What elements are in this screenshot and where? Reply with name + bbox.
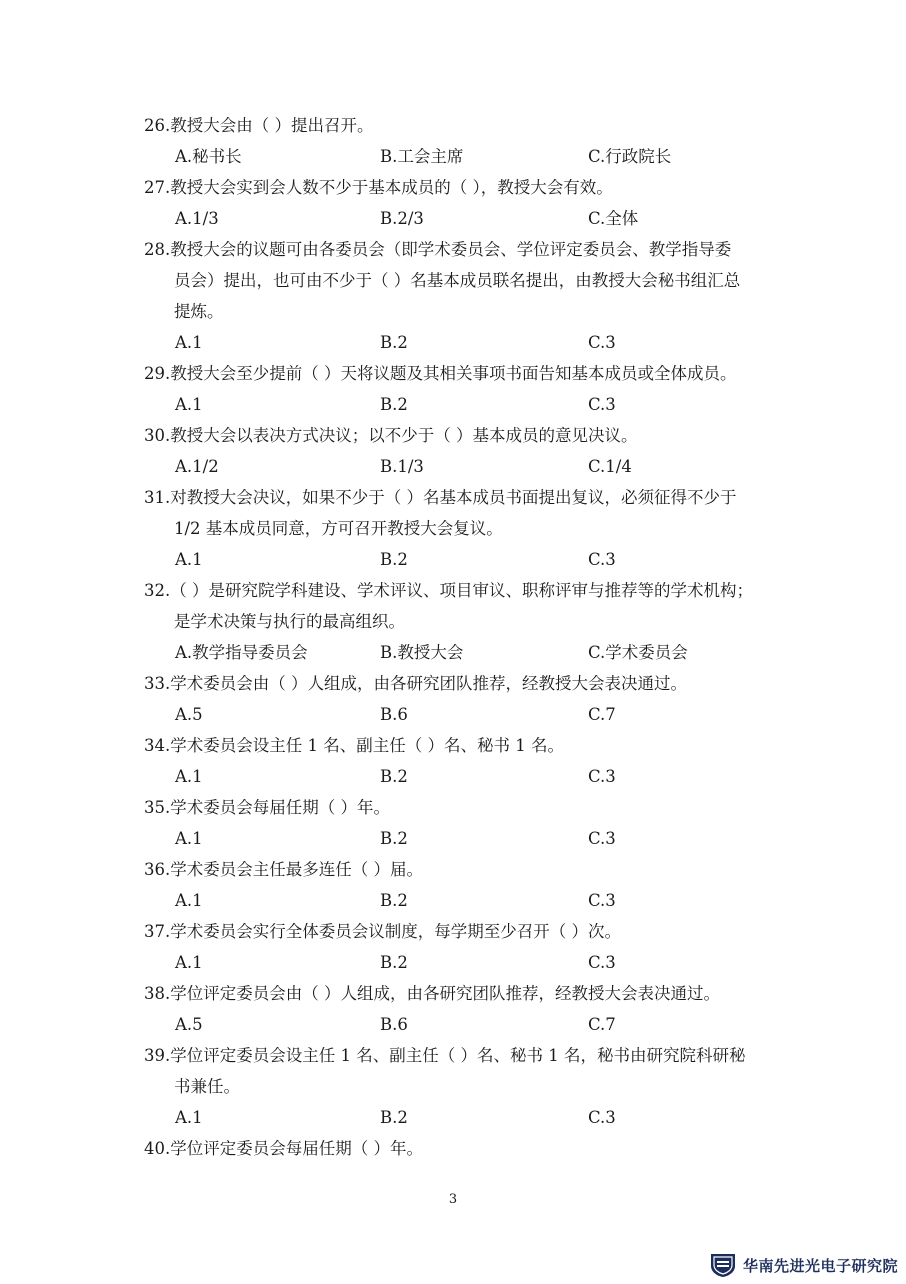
option-b: B.2 (380, 333, 408, 352)
option-c: C.7 (588, 1015, 616, 1034)
question-item (144, 978, 824, 1009)
option-b: B.工会主席 (380, 147, 464, 166)
option-c: C.学术委员会 (588, 643, 688, 662)
question-text: 33.学术委员会由（ ）人组成，由各研究团队推荐，经教授大会表决通过。 (144, 674, 687, 693)
option-row (144, 203, 824, 234)
institute-crest-icon (709, 1252, 737, 1278)
question-text: 31.对教授大会决议，如果不少于（ ）名基本成员书面提出复议，必须征得不少于 (144, 488, 737, 507)
question-list (144, 110, 824, 1164)
question-text: 27.教授大会实到会人数不少于基本成员的（ ），教授大会有效。 (144, 178, 613, 197)
option-c: C.1/4 (588, 457, 632, 476)
question-item (144, 668, 824, 699)
option-c: C.3 (588, 550, 616, 569)
option-b: B.教授大会 (380, 643, 464, 662)
question-text: 39.学位评定委员会设主任 1 名、副主任（ ）名、秘书 1 名，秘书由研究院科研秘 (144, 1046, 746, 1065)
option-row (144, 327, 824, 358)
option-row (144, 699, 824, 730)
question-item (144, 172, 824, 203)
option-c: C.3 (588, 767, 616, 786)
option-a: A.1 (175, 333, 203, 352)
question-text-continued: 是学术决策与执行的最高组织。 (174, 612, 405, 631)
question-item (144, 575, 824, 637)
option-a: A.1 (175, 767, 203, 786)
question-item (144, 1133, 824, 1164)
option-b: B.2 (380, 953, 408, 972)
option-a: A.5 (175, 1015, 203, 1034)
question-item (144, 792, 824, 823)
option-a: A.1 (175, 953, 203, 972)
option-b: B.2 (380, 829, 408, 848)
option-a: A.秘书长 (175, 147, 242, 166)
option-b: B.2 (380, 1108, 408, 1127)
page-number: 3 (448, 1192, 458, 1207)
option-row (144, 947, 824, 978)
option-a: A.5 (175, 705, 203, 724)
option-row (144, 141, 824, 172)
option-b: B.2 (380, 550, 408, 569)
question-item (144, 110, 824, 141)
option-row (144, 1102, 824, 1133)
question-text-continued: 提炼。 (174, 302, 224, 321)
question-text-continued: 1/2 基本成员同意，方可召开教授大会复议。 (174, 519, 503, 538)
question-text: 40.学位评定委员会每届任期（ ）年。 (144, 1139, 423, 1158)
option-b: B.2 (380, 767, 408, 786)
question-text: 38.学位评定委员会由（ ）人组成，由各研究团队推荐，经教授大会表决通过。 (144, 984, 720, 1003)
question-item (144, 854, 824, 885)
option-a: A.1/2 (175, 457, 219, 476)
option-row (144, 823, 824, 854)
question-text: 28.教授大会的议题可由各委员会（即学术委员会、学位评定委员会、教学指导委 (144, 240, 732, 259)
question-text: 32.（ ）是研究院学科建设、学术评议、项目审议、职称评审与推荐等的学术机构； (144, 581, 753, 600)
footer-logo (709, 1252, 898, 1278)
question-item (144, 234, 824, 327)
option-b: B.2/3 (380, 209, 424, 228)
question-text-continued: 书兼任。 (174, 1077, 240, 1096)
question-text: 36.学术委员会主任最多连任（ ）届。 (144, 860, 423, 879)
option-row (144, 544, 824, 575)
option-c: C.7 (588, 705, 616, 724)
option-a: A.教学指导委员会 (175, 643, 308, 662)
option-c: C.行政院长 (588, 147, 672, 166)
option-b: B.1/3 (380, 457, 424, 476)
option-b: B.2 (380, 395, 408, 414)
option-c: C.3 (588, 395, 616, 414)
option-b: B.6 (380, 1015, 408, 1034)
question-text: 37.学术委员会实行全体委员会议制度，每学期至少召开（ ）次。 (144, 922, 621, 941)
option-a: A.1 (175, 891, 203, 910)
option-a: A.1 (175, 395, 203, 414)
question-item (144, 916, 824, 947)
option-c: C.3 (588, 1108, 616, 1127)
option-row (144, 885, 824, 916)
option-row (144, 637, 824, 668)
option-a: A.1/3 (175, 209, 219, 228)
question-text: 34.学术委员会设主任 1 名、副主任（ ）名、秘书 1 名。 (144, 736, 564, 755)
question-text: 26.教授大会由（ ）提出召开。 (144, 116, 374, 135)
question-text: 29.教授大会至少提前（ ）天将议题及其相关事项书面告知基本成员或全体成员。 (144, 364, 737, 383)
option-c: C.3 (588, 891, 616, 910)
question-item (144, 420, 824, 451)
question-item (144, 730, 824, 761)
option-c: C.3 (588, 829, 616, 848)
question-text: 30.教授大会以表决方式决议；以不少于（ ）基本成员的意见决议。 (144, 426, 638, 445)
option-b: B.2 (380, 891, 408, 910)
question-text: 35.学术委员会每届任期（ ）年。 (144, 798, 390, 817)
option-a: A.1 (175, 550, 203, 569)
option-c: C.全体 (588, 209, 639, 228)
option-row (144, 389, 824, 420)
option-b: B.6 (380, 705, 408, 724)
question-text-continued: 员会）提出，也可由不少于（ ）名基本成员联名提出，由教授大会秘书组汇总 (174, 271, 741, 290)
option-a: A.1 (175, 1108, 203, 1127)
option-row (144, 451, 824, 482)
option-a: A.1 (175, 829, 203, 848)
option-c: C.3 (588, 333, 616, 352)
option-c: C.3 (588, 953, 616, 972)
institute-name: 华南先进光电子研究院 (742, 1256, 898, 1275)
question-item (144, 1040, 824, 1102)
question-item (144, 358, 824, 389)
question-item (144, 482, 824, 544)
option-row (144, 1009, 824, 1040)
option-row (144, 761, 824, 792)
